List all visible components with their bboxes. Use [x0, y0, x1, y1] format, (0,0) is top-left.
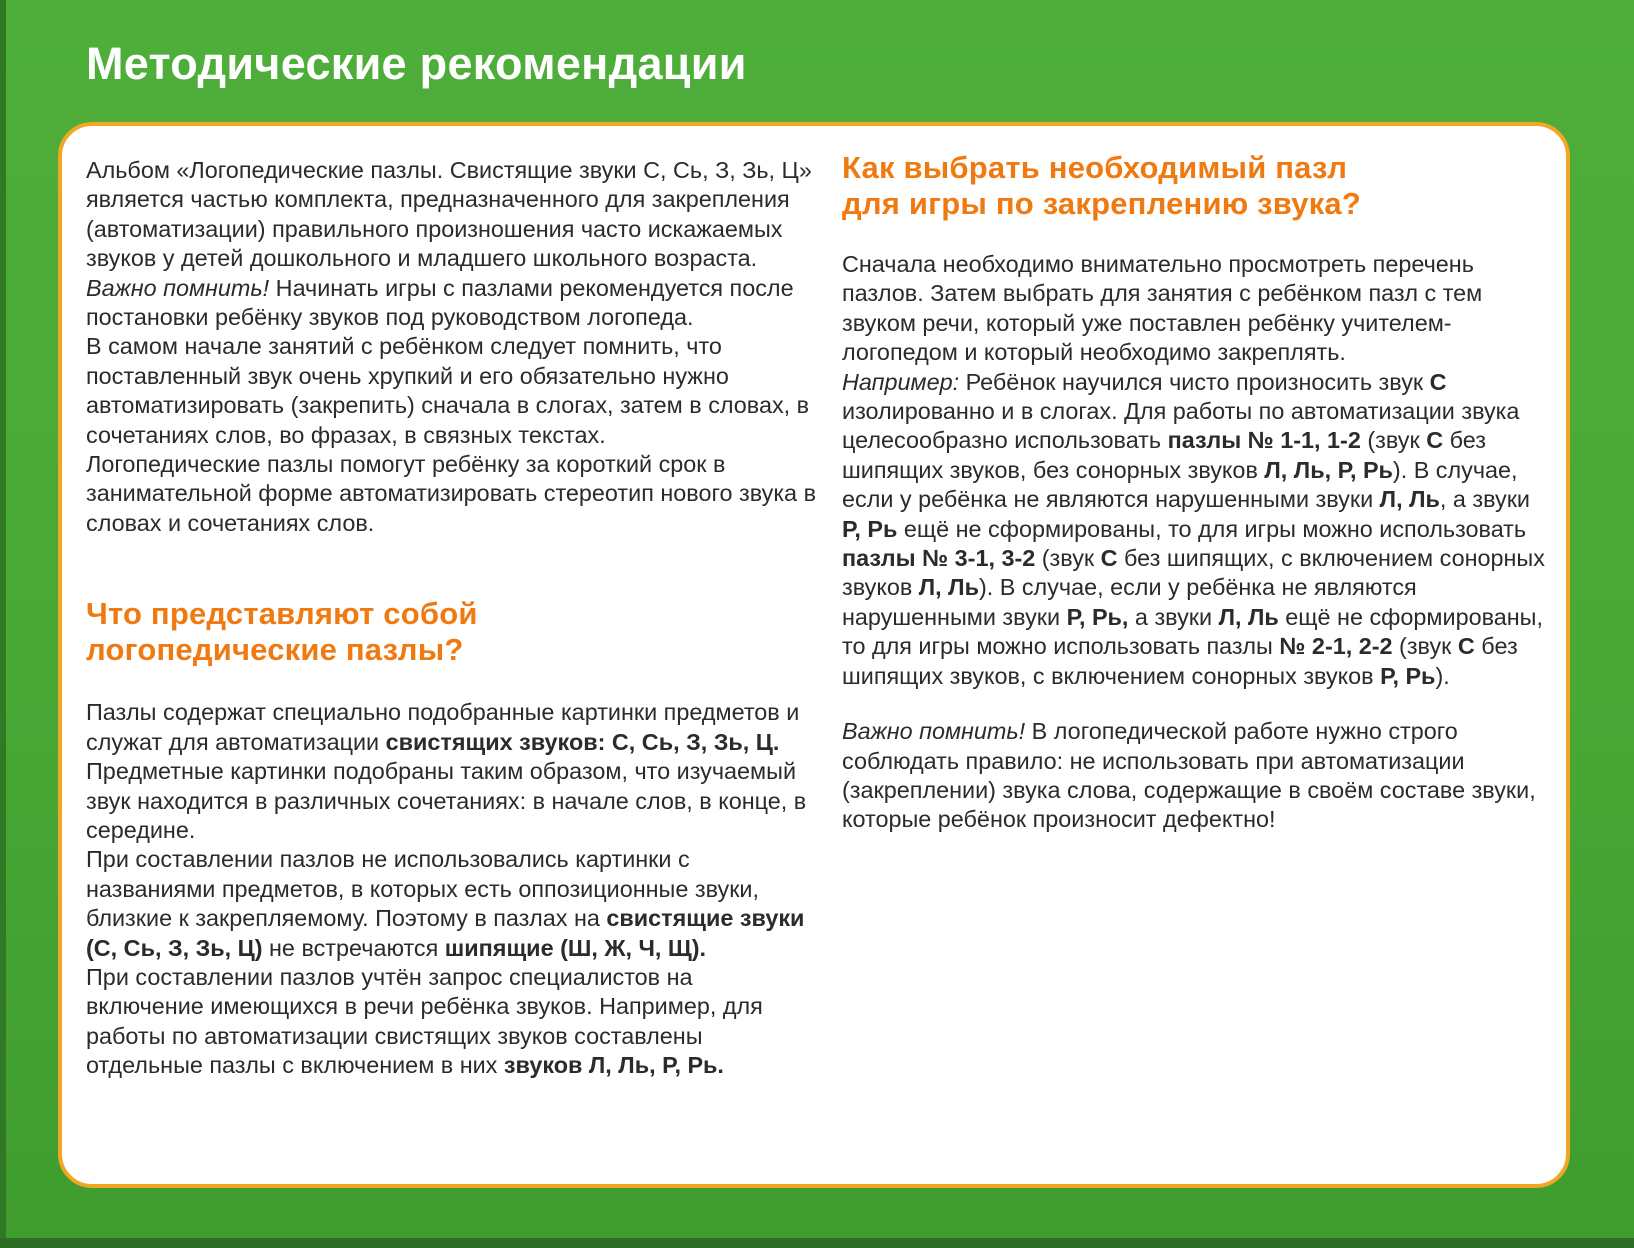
intro-paragraph: Альбом «Логопедические пазлы. Свистящие звуки С, Сь, З, Зь, Ц» является частью комплекта, предназначенного для закрепления (автоматизации) правильного произношения часто искажаемых звуков у детей дошкольного и младшего школьного возраста.	[86, 157, 812, 272]
text-run: а звуки	[1128, 603, 1219, 630]
bold-run: свистящие звуки	[606, 905, 805, 932]
bold-run: С	[1426, 427, 1444, 454]
bold-run: Л, Ль, Р, Рь	[1264, 456, 1393, 483]
paragraph-example	[842, 368, 1554, 691]
text-run: Пазлы содержат специально подобранные картинки предметов и служат для автоматизации	[86, 699, 800, 755]
bold-run: шипящие (Ш, Ж, Ч, Щ).	[444, 934, 707, 961]
text-run: ).	[1435, 662, 1450, 689]
paragraph-first-review: Сначала необходимо внимательно просмотреть перечень пазлов. Затем выбрать для занятия с ребёнком пазл с тем звуком речи, который уже поставлен ребёнку учителем-логопедом и который необходимо закреплять.	[842, 251, 1483, 366]
text-run: ). В случае, если у ребёнка не являются нарушенными звуки	[842, 574, 1417, 630]
text-run: При составлении пазлов учтён запрос специалистов на включение имеющихся в речи ребёнка звуков. Например, для работы по автоматизации свистящих звуков составлены отдельные пазлы с включением в них	[86, 963, 763, 1079]
bold-run: Л, Ль	[1218, 603, 1279, 630]
bold-run: звуков Л, Ль, Р, Рь.	[503, 1052, 724, 1079]
bold-run: Л, Ль	[1379, 486, 1440, 513]
text-run: ). В случае, если у ребёнка не являются нарушенными звуки	[842, 456, 1518, 513]
left-column	[86, 156, 816, 1081]
remember-label: Важно помнить!	[86, 274, 270, 301]
page-edge-bottom	[0, 1238, 1634, 1248]
bold-run: С	[1100, 545, 1118, 572]
heading-line: логопедические пазлы?	[86, 632, 464, 668]
heading-line: Что представляют собой	[86, 596, 478, 632]
text-run: (звук	[1035, 545, 1101, 572]
remember-label: Важно помнить!	[842, 718, 1026, 745]
page-title: Методические рекомендации	[86, 38, 747, 89]
heading-line: для игры по закреплению звука?	[842, 186, 1362, 221]
text-run: ещё не сформированы, то для игры можно использовать пазлы	[842, 603, 1543, 660]
text-run: без шипящих звуков, с включением сонорных звуков	[842, 633, 1518, 689]
right-column	[842, 150, 1554, 835]
section-heading-how-to-choose	[842, 150, 1554, 222]
section-heading-what-are-puzzles	[86, 596, 816, 668]
bold-run: С	[1429, 368, 1447, 395]
text-run: не встречаются	[262, 934, 445, 961]
text-run: изолированно и в слогах. Для работы по автоматизации звука целесообразно использовать	[842, 398, 1520, 454]
remember-paragraph-right	[842, 717, 1554, 835]
page-edge-left	[0, 0, 6, 1248]
spacer	[842, 691, 1554, 717]
text-run: ещё не сформированы, то для игры можно использовать	[897, 515, 1527, 542]
text-run: Ребёнок научился чисто произносить звук	[959, 368, 1430, 395]
paragraph-puzzles-help: Логопедические пазлы помогут ребёнку за короткий срок в занимательной форме автоматизировать стереотип нового звука в словах и сочетаниях слов.	[86, 451, 816, 536]
paragraph-specialist-request	[86, 963, 816, 1081]
text-run: При составлении пазлов не использовались картинки с названиями предметов, в которых есть оппозиционные звуки, близкие к закрепляемому. Поэтому в пазлах на	[86, 846, 759, 932]
remember-paragraph-left	[86, 274, 816, 333]
paragraph-puzzles-contain	[86, 698, 816, 757]
paragraph-sound-fragile: В самом начале занятий с ребёнком следует помнить, что поставленный звук очень хрупкий и его обязательно нужно автоматизировать (закрепить) сначала в слогах, затем в словах, в сочетаниях слов, во фразах, в связных текстах.	[86, 333, 810, 448]
text-run: (звук	[1392, 633, 1458, 660]
bold-run: свистящих звуков: С, Сь, З, Зь, Ц.	[385, 728, 780, 755]
bold-run: (С, Сь, З, Зь, Ц)	[86, 934, 263, 961]
paragraph-pictures-selected: Предметные картинки подобраны таким образом, что изучаемый звук находится в различных сочетаниях: в начале слов, в конце, в середине.	[86, 758, 807, 843]
bold-run: Р, Рь	[842, 515, 898, 542]
remember-text: Начинать игры с пазлами рекомендуется после постановки ребёнку звуков под руководством логопеда.	[86, 274, 794, 331]
bold-run: № 2-1, 2-2	[1279, 633, 1393, 660]
text-run: , а звуки	[1439, 486, 1530, 513]
bold-run: С	[1457, 633, 1475, 660]
bold-run: пазлы № 1-1, 1-2	[1167, 427, 1361, 454]
example-label: Например:	[842, 368, 960, 395]
text-run: без шипящих звуков, без сонорных звуков	[842, 427, 1486, 483]
heading-line: Как выбрать необходимый пазл	[842, 150, 1348, 185]
bold-run: Р, Рь	[1380, 662, 1436, 689]
text-run: без шипящих, с включением сонорных звуков	[842, 545, 1545, 601]
paragraph-no-opposition	[86, 845, 816, 963]
bold-run: Р, Рь,	[1066, 603, 1129, 630]
content-panel	[58, 122, 1570, 1188]
remember-text: В логопедической работе нужно строго соблюдать правило: не использовать при автоматизации (закреплении) звука слова, содержащие в своём составе звуки, которые ребёнок произносит дефектно!	[842, 718, 1536, 833]
bold-run: пазлы № 3-1, 3-2	[842, 545, 1036, 572]
bold-run: Л, Ль	[918, 574, 979, 601]
text-run: (звук	[1360, 427, 1427, 454]
